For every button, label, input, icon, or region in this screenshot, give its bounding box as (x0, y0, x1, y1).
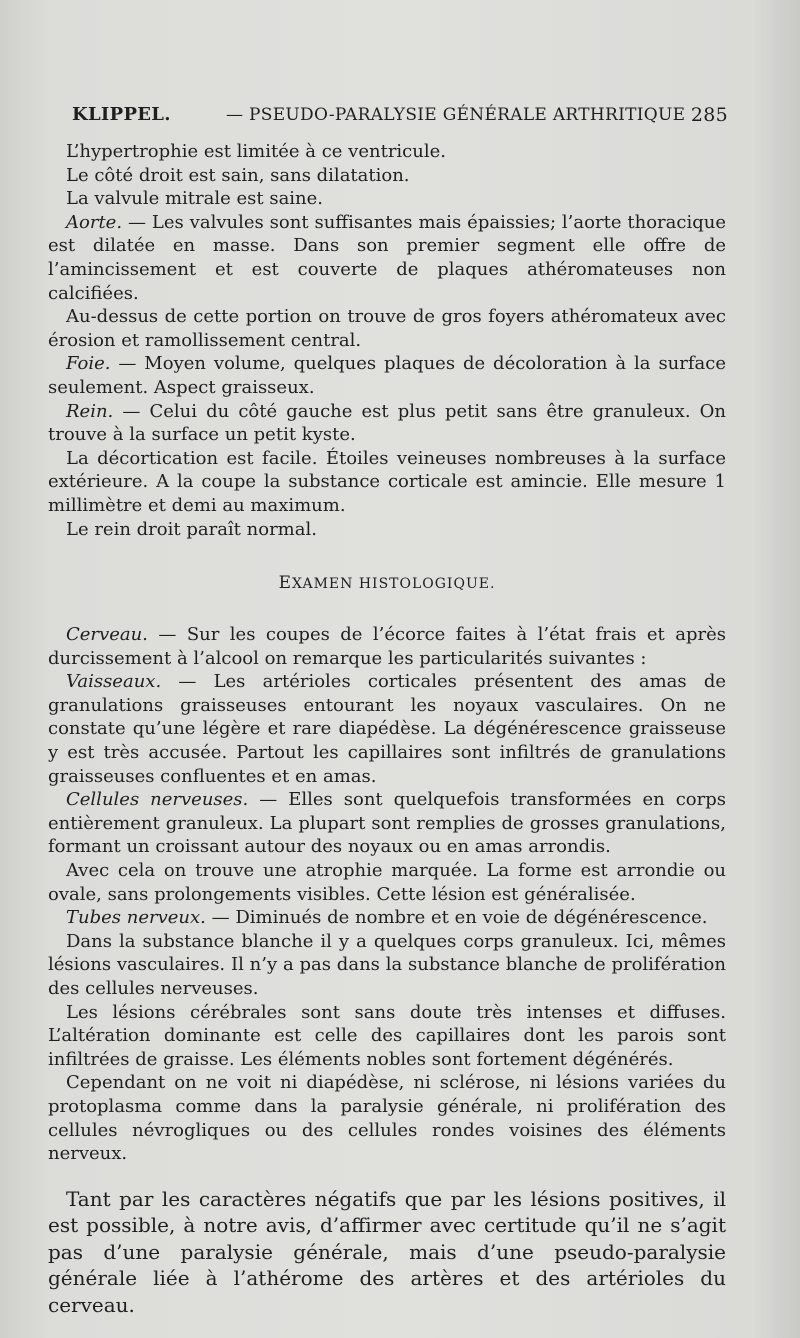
paragraph-lead: Cellules nerveuses. (66, 789, 249, 811)
paragraph (48, 518, 726, 542)
paragraph (48, 352, 726, 399)
paragraph-text: La décortication est facile. Étoiles veineuses nombreuses à la surface extérieure. A la coupe la substance corticale est amincie. Elle mesure 1 millimètre et demi au maximum. (48, 447, 726, 516)
autopsy-section (48, 140, 726, 541)
section-heading-initial: E (278, 573, 292, 594)
paragraph-lead: Cerveau. (66, 624, 148, 646)
paragraph (48, 670, 726, 788)
paragraph-text: — Diminués de nombre et en voie de dégénérescence. (205, 907, 708, 929)
paragraph-text: — Celui du côté gauche est plus petit sans être granuleux. On trouve à la surface un petit kyste. (48, 400, 726, 446)
paragraph-text: Le rein droit paraît normal. (66, 518, 317, 540)
conclusion-paragraph: Tant par les caractères négatifs que par les lésions positives, il est possible, à notre avis, d’affirmer avec certitude qu’il ne s’agit pas d’une paralysie générale, mais d’une pseudo-paralysie générale liée à l’athérome des artères et des artérioles du cerveau. (48, 1186, 726, 1317)
paragraph-text: Dans la substance blanche il y a quelques corps granuleux. Ici, mêmes lésions vasculaires. Il n’y a pas dans la substance blanche de prolifération des cellules nerveuses. (48, 930, 726, 999)
paragraph-text: Le côté droit est sain, sans dilatation. (66, 164, 410, 186)
page-body (48, 140, 726, 1318)
paragraph-text: Avec cela on trouve une atrophie marquée. La forme est arrondie ou ovale, sans prolongements visibles. Cette lésion est généralisée. (48, 860, 726, 905)
paragraph (48, 447, 726, 518)
header-author: KLIPPEL. (72, 104, 171, 125)
paragraph (48, 140, 726, 164)
histology-section (48, 623, 726, 1166)
paragraph (48, 1071, 726, 1165)
paragraph-text: — Moyen volume, quelques plaques de décoloration à la surface seulement. Aspect graisseux. (48, 353, 726, 398)
paragraph-text: Les lésions cérébrales sont sans doute très intenses et diffuses. L’altération dominante est celle des capillaires dont les parois sont infiltrées de graisse. Les éléments nobles sont fortement dégénérés. (48, 1001, 726, 1070)
paragraph (48, 164, 726, 188)
paragraph-text: Cependant on ne voit ni diapédèse, ni sclérose, ni lésions variées du protoplasma comme dans la paralysie générale, ni prolifération des cellules névrogliques ou des cellules rondes voisines des éléments nerveux. (48, 1072, 726, 1165)
paragraph-lead: Tubes nerveux. (66, 907, 206, 929)
paragraph-text: Au-dessus de cette portion on trouve de gros foyers athéromateux avec érosion et ramollissement central. (48, 306, 726, 351)
page-number: 285 (690, 104, 728, 126)
paragraph-text: — Les artérioles corticales présentent des amas de granulations graisseuses entourant les noyaux vasculaires. On ne constate qu’une légère et rare diapédèse. La dégénérescence graisseuse y est très accusée. Partout les capillaires sont infiltrés de granulations graisseuses confluentes et en amas. (48, 671, 726, 787)
paragraph-lead: Vaisseaux. (66, 671, 162, 693)
paragraph (48, 305, 726, 352)
paragraph-lead: Foie. (66, 353, 111, 375)
paragraph (48, 930, 726, 1001)
section-heading (48, 573, 726, 593)
paragraph (48, 400, 726, 447)
paragraph (48, 1001, 726, 1072)
paragraph-lead: Rein. (66, 400, 114, 422)
paragraph (48, 859, 726, 906)
paragraph-text: L’hypertrophie est limitée à ce ventricule. (66, 141, 446, 162)
paragraph-text: La valvule mitrale est saine. (66, 188, 324, 210)
paragraph-text: — Sur les coupes de l’écorce faites à l’état frais et après durcissement à l’alcool on remarque les particularités suivantes : (48, 624, 726, 669)
paragraph (48, 211, 726, 305)
running-head (62, 104, 728, 132)
paragraph (48, 906, 726, 930)
paragraph-text: — Elles sont quelquefois transformées en corps entièrement granuleux. La plupart sont remplies de grosses granulations, formant un croissant autour des noyaux ou en amas arrondis. (48, 789, 727, 858)
paragraph-text: — Les valvules sont suffisantes mais épaissies; l’aorte thoracique est dilatée en masse. Dans son premier segment elle offre de l’amincissement et est couverte de plaques athéromateuses non calcifiées. (48, 211, 726, 304)
paragraph (48, 623, 726, 670)
paragraph (48, 187, 726, 211)
header-title: — PSEUDO-PARALYSIE GÉNÉRALE ARTHRITIQUE (226, 105, 686, 125)
paragraph (48, 788, 726, 859)
paragraph-lead: Aorte. (66, 211, 123, 233)
section-heading-rest: XAMEN HISTOLOGIQUE. (292, 576, 496, 593)
